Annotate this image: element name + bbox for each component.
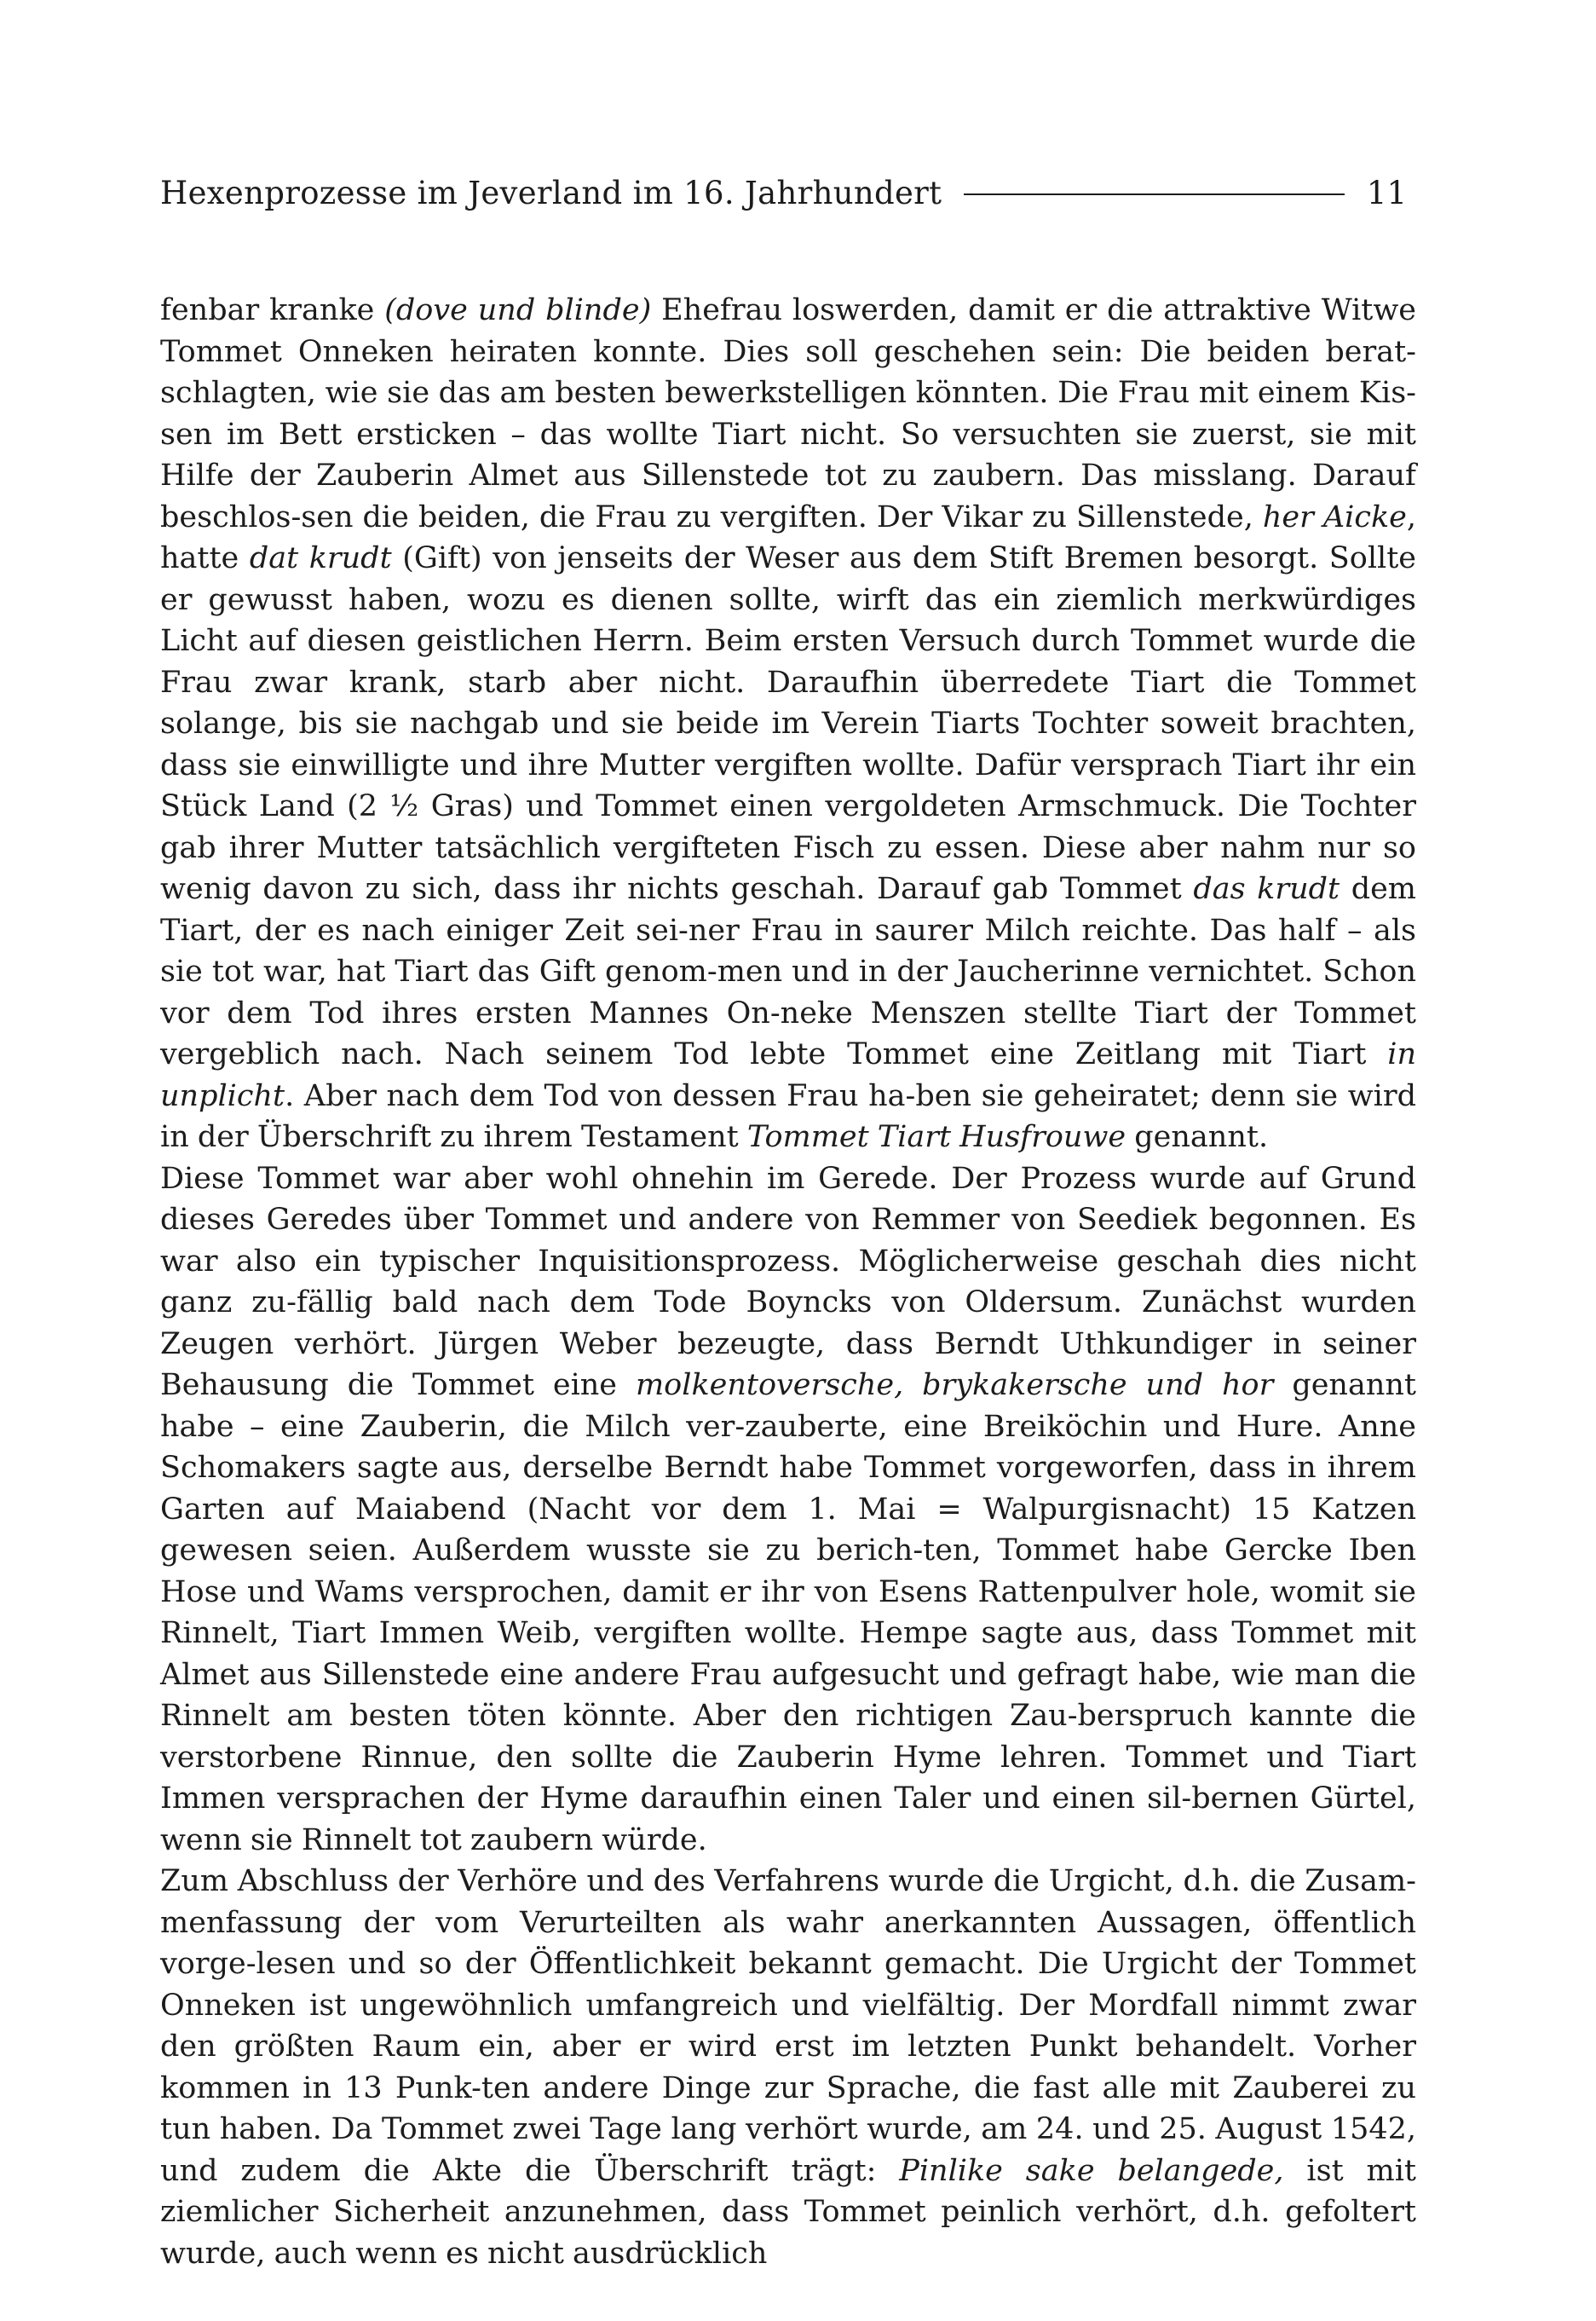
- italic-term: Pinlike sake belangede,: [899, 2153, 1284, 2188]
- text-run: , hatte: [160, 499, 1417, 575]
- text-run: genannt.: [1126, 1120, 1269, 1154]
- italic-term: in unplicht: [160, 1037, 1416, 1113]
- text-run: genannt habe – eine Zauberin, die Milch ver-zauberte, eine Breiköchin und Hure. Anne Schomakers sagte aus, derselbe Berndt habe Tommet vorgeworfen, dass in ihrem Garten auf Maiabend (Nacht vor dem 1. Mai = Walpurgisnacht) 15 Katzen gewesen seien. Außerdem wusste sie zu berich-ten, Tommet habe Gercke Iben Hose und Wams versprochen, damit er ihr von Esens Rattenpulver hole, womit sie Rinnelt, Tiart Immen Weib, vergiften wollte. Hempe sagte aus, dass Tommet mit Almet aus Sillenstede eine andere Frau aufgesucht und gefragt habe, wie man die Rinnelt am besten töten könnte. Aber den richtigen Zau-berspruch kannte die verstorbene Rinnue, den sollte die Zauberin Hyme lehren. Tommet und Tiart Immen versprachen der Hyme daraufhin einen Taler und einen sil-bernen Gürtel, wenn sie Rinnelt tot zaubern würde.: [160, 1368, 1416, 1857]
- italic-term: Tommet Tiart Husfrouwe: [746, 1120, 1126, 1154]
- text-run: . Aber nach dem Tod von dessen Frau ha-ben sie geheiratet; denn sie wird in der Überschrift zu ihrem Testament: [160, 1078, 1416, 1154]
- paragraph: [160, 1861, 1416, 2274]
- text-run: (Gift) von jenseits der Weser aus dem Stift Bremen besorgt. Sollte er gewusst haben, wozu es dienen sollte, wirft das ein ziemlich merkwürdiges Licht auf diesen geistlichen Herrn. Beim ersten Versuch durch Tommet wurde die Frau zwar krank, starb aber nicht. Daraufhin überredete Tiart die Tommet solange, bis sie nachgab und sie beide im Verein Tiarts Tochter soweit brachten, dass sie einwilligte und ihre Mutter vergiften wollte. Dafür versprach Tiart ihr ein Stück Land (2 ½ Gras) und Tommet einen vergoldeten Armschmuck. Die Tochter gab ihrer Mutter tatsächlich vergifteten Fisch zu essen. Diese aber nahm nur so wenig davon zu sich, dass ihr nichts geschah. Darauf gab Tommet: [160, 541, 1416, 906]
- header-title: Hexenprozesse im Jeverland im 16. Jahrhundert: [160, 174, 942, 211]
- italic-term: molkentoversche, brykakersche und hor: [635, 1368, 1274, 1402]
- body-text: [160, 290, 1416, 2274]
- page-number: 11: [1366, 174, 1407, 211]
- header-rule: [964, 193, 1345, 195]
- text-run: ist mit ziemlicher Sicherheit anzunehmen, dass Tommet peinlich verhört, d.h. gefoltert wurde, auch wenn es nicht ausdrücklich: [160, 2153, 1417, 2271]
- paragraph: [160, 290, 1416, 1158]
- text-run: Zum Abschluss der Verhöre und des Verfahrens wurde die Urgicht, d.h. die Zusam-menfassung der vom Verurteilten als wahr anerkannten Aussagen, öffentlich vorge-lesen und so der Öffentlichkeit bekannt gemacht. Die Urgicht der Tommet Onneken ist ungewöhnlich umfangreich und vielfältig. Der Mordfall nimmt zwar den größten Raum ein, aber er wird erst im letzten Punkt behandelt. Vorher kommen in 13 Punk-ten andere Dinge zur Sprache, die fast alle mit Zauberei zu tun haben. Da Tommet zwei Tage lang verhört wurde, am 24. und 25. August 1542, und zudem die Akte die Überschrift trägt:: [160, 1864, 1416, 2188]
- italic-term: dat krudt: [249, 541, 392, 575]
- running-header: [160, 170, 1407, 215]
- paragraph: [160, 1158, 1416, 1862]
- italic-term: her Aicke: [1262, 499, 1407, 534]
- italic-term: das krudt: [1193, 872, 1340, 906]
- text-run: Diese Tommet war aber wohl ohnehin im Gerede. Der Prozess wurde auf Grund dieses Geredes über Tommet und andere von Remmer von Seediek begonnen. Es war also ein typischer Inquisitionsprozess. Möglicherweise geschah dies nicht ganz zu-fällig bald nach dem Tode Boyncks von Oldersum. Zunächst wurden Zeugen verhört. Jürgen Weber bezeugte, dass Berndt Uthkundiger in seiner Behausung die Tommet eine: [160, 1161, 1416, 1402]
- italic-term: (dove und blinde): [384, 293, 652, 327]
- text-run: dem Tiart, der es nach einiger Zeit sei-ner Frau in saurer Milch reichte. Das half – als sie tot war, hat Tiart das Gift genom-men und in der Jaucherinne vernichtet. Schon vor dem Tod ihres ersten Mannes On-neke Menszen stellte Tiart der Tommet vergeblich nach. Nach seinem Tod lebte Tommet eine Zeitlang mit Tiart: [160, 872, 1416, 1071]
- text-run: fenbar kranke: [160, 293, 385, 327]
- text-run: Ehefrau loswerden, damit er die attraktive Witwe Tommet Onneken heiraten konnte. Dies soll geschehen sein: Die beiden berat-schlagten, wie sie das am besten bewerkstelligen könnten. Die Frau mit einem Kis-sen im Bett ersticken – das wollte Tiart nicht. So versuchten sie zuerst, sie mit Hilfe der Zauberin Almet aus Sillenstede tot zu zaubern. Das misslang. Darauf beschlos-sen die beiden, die Frau zu vergiften. Der Vikar zu Sillenstede,: [160, 293, 1417, 534]
